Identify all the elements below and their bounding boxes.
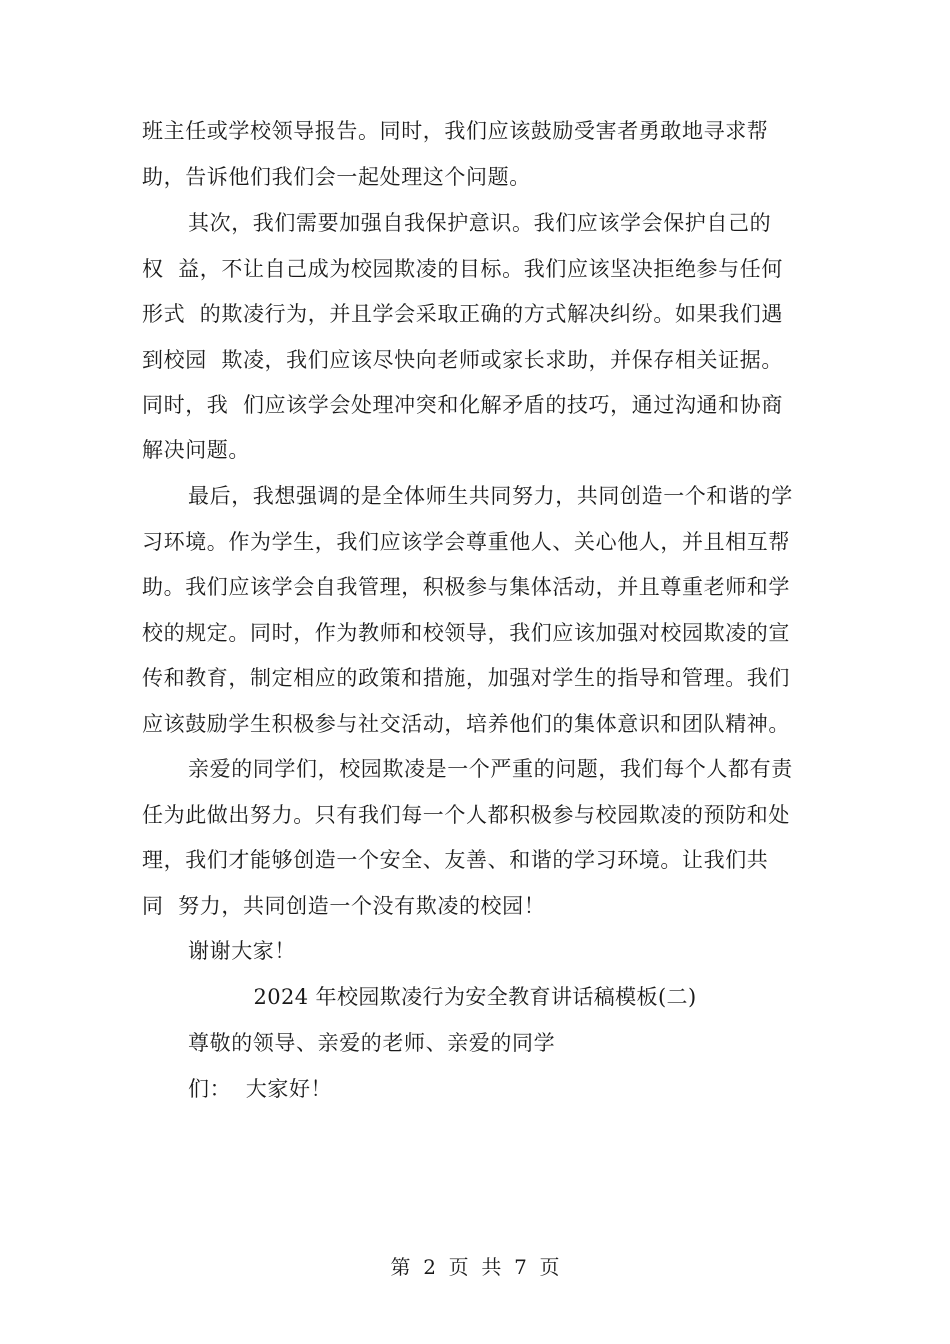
salutation-line-2: 们： 大家好！ bbox=[188, 1077, 333, 1101]
salutation-line-1: 尊敬的领导、亲爱的老师、亲爱的同学 bbox=[188, 1031, 556, 1055]
paragraph-3-line-3: 助。我们应该学会自我管理，积极参与集体活动，并且尊重老师和学 bbox=[142, 575, 790, 599]
paragraph-4-line-1: 亲爱的同学们，校园欺凌是一个严重的问题，我们每个人都有责 bbox=[188, 757, 793, 781]
paragraph-2-line-6: 解决问题。 bbox=[142, 438, 250, 462]
paragraph-2-line-5: 同时，我 们应该学会处理冲突和化解矛盾的技巧，通过沟通和协商 bbox=[142, 393, 783, 417]
paragraph-4-line-2: 任为此做出努力。只有我们每一个人都积极参与校园欺凌的预防和处 bbox=[142, 803, 790, 827]
section-title: 2024 年校园欺凌行为安全教育讲话稿模板(二) bbox=[253, 985, 697, 1009]
paragraph-2-line-1: 其次，我们需要加强自我保护意识。我们应该学会保护自己的 bbox=[188, 211, 772, 235]
paragraph-3-line-4: 校的规定。同时，作为教师和校领导，我们应该加强对校园欺凌的宣 bbox=[142, 621, 790, 645]
paragraph-2-line-2: 权 益，不让自己成为校园欺凌的目标。我们应该坚决拒绝参与任何 bbox=[142, 257, 783, 281]
closing-text: 谢谢大家！ bbox=[188, 939, 296, 963]
paragraph-2-line-3: 形式 的欺凌行为，并且学会采取正确的方式解决纠纷。如果我们遇 bbox=[142, 302, 783, 326]
paragraph-2-line-4: 到校园 欺凌，我们应该尽快向老师或家长求助，并保存相关证据。 bbox=[142, 348, 783, 372]
page-number-footer: 第 2 页 共 7 页 bbox=[390, 1255, 560, 1279]
paragraph-4-line-4: 同 努力，共同创造一个没有欺凌的校园！ bbox=[142, 894, 546, 918]
paragraph-1-line-1: 班主任或学校领导报告。同时，我们应该鼓励受害者勇敢地寻求帮 bbox=[142, 119, 769, 143]
paragraph-3-line-2: 习环境。作为学生，我们应该学会尊重他人、关心他人，并且相互帮 bbox=[142, 530, 790, 554]
paragraph-3-line-1: 最后，我想强调的是全体师生共同努力，共同创造一个和谐的学 bbox=[188, 484, 793, 508]
paragraph-1-line-2: 助，告诉他们我们会一起处理这个问题。 bbox=[142, 165, 531, 189]
paragraph-3-line-6: 应该鼓励学生积极参与社交活动，培养他们的集体意识和团队精神。 bbox=[142, 712, 790, 736]
paragraph-4-line-3: 理，我们才能够创造一个安全、友善、和谐的学习环境。让我们共 bbox=[142, 848, 769, 872]
paragraph-3-line-5: 传和教育，制定相应的政策和措施，加强对学生的指导和管理。我们 bbox=[142, 666, 790, 690]
